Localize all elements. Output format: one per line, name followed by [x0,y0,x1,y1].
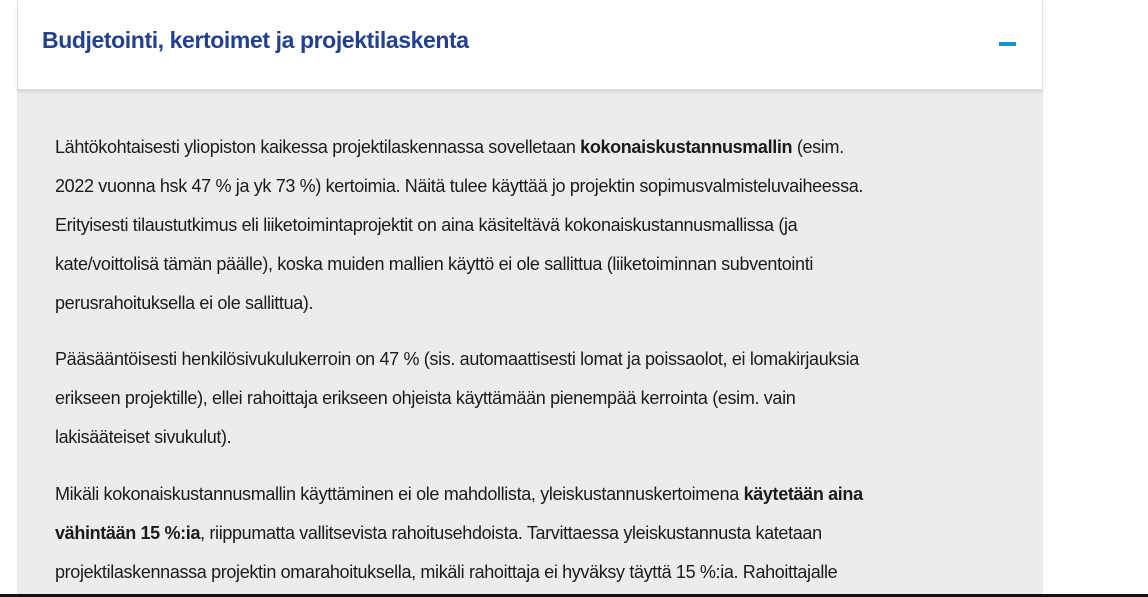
paragraph-overhead-coefficient [55,475,1015,592]
accordion-header[interactable] [17,0,1043,90]
text-run: Erityisesti tilaustutkimus eli liiketoimintaprojektit on aina käsiteltävä kokonaiskustannusmallissa (ja [55,215,798,235]
bold-text-run: käytetään aina [743,484,863,504]
text-line: lakisääteiset sivukulut). [55,427,232,447]
text-line: erikseen projektille), ellei rahoittaja erikseen ohjeista käyttämään pienempää kerrointa (esim. vain [55,388,796,408]
text-run: Lähtökohtaisesti yliopiston kaikessa projektilaskennassa sovelletaan [55,137,581,157]
paragraph-cost-model [55,128,1015,323]
bold-text-run: kokonaiskustannusmallin [580,137,793,157]
minus-icon[interactable] [998,36,1018,52]
text-line: Pääsääntöisesti henkilösivukulukerroin on 47 % (sis. automaattisesti lomat ja poissaolot, ei lomakirjauksia [55,349,859,369]
accordion-title[interactable]: Budjetointi, kertoimet ja projektilaskenta [42,27,469,53]
text-run: 2022 vuonna hsk 47 % ja yk 73 %) kertoimia. Näitä tulee käyttää jo projektin sopimusvalmisteluvaiheessa. [55,176,864,196]
accordion-panel [17,0,1043,597]
text-run: projektilaskennassa projektin omarahoituksella, mikäli rahoittaja ei hyväksy täyttä 15 %:ia. Rahoittajalle [55,562,838,582]
text-run: (esim. [792,137,844,157]
text-run: Mikäli kokonaiskustannusmallin käyttäminen ei ole mahdollista, yleiskustannuskertoimena [55,484,744,504]
paragraph-personnel-coefficient [55,340,1015,457]
accordion-content [17,90,1043,597]
text-run: , riippumatta vallitsevista rahoitusehdoista. Tarvittaessa yleiskustannusta katetaan [200,523,822,543]
text-run: kate/voittolisä tämän päälle), koska muiden mallien käyttö ei ole sallittua (liiketoiminnan subventointi [55,254,814,274]
text-run: perusrahoituksella ei ole sallittua). [55,293,314,313]
bold-text-run: vähintään 15 %:ia [55,523,201,543]
